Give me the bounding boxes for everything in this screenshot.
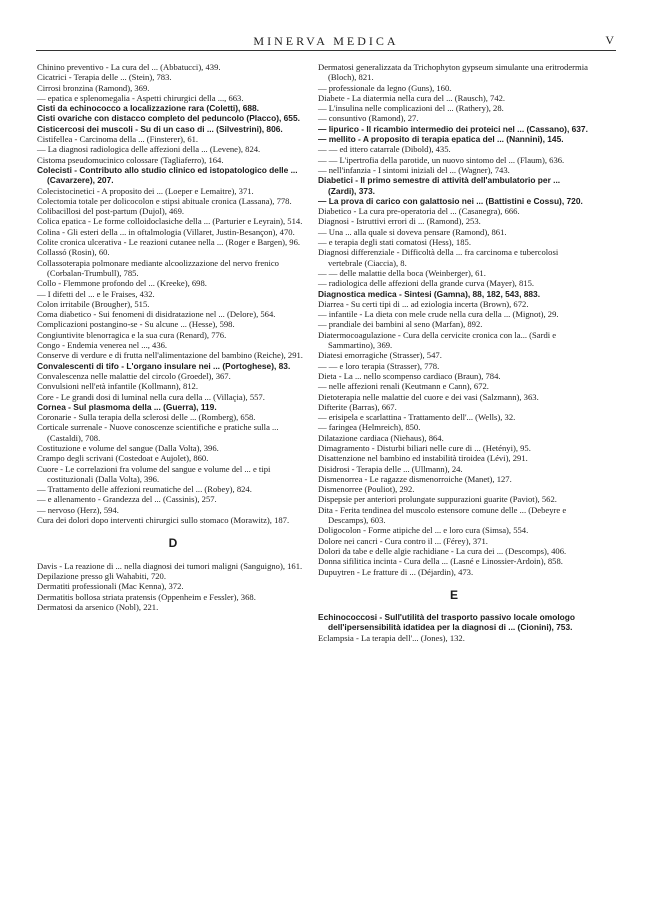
index-entry: Dermatiti professionali (Mac Kenna), 372. [37, 581, 184, 592]
index-entry: — e terapia degli stati comatosi (Hess), 185. [318, 237, 471, 248]
index-entry: Diarrea - Su certi tipi di ... ad eziologia incerta (Brown), 672. [318, 298, 529, 309]
section-c-entries [37, 62, 309, 525]
index-entry: Cistifellea - Carcinoma della ... (Finsterer), 61. [37, 134, 199, 145]
index-entry: Convalescenza nelle malattie del circolo (Groedel), 367. [37, 370, 231, 381]
index-entry: Chinino preventivo - La cura del ... (Abbatucci), 439. [37, 62, 221, 72]
section-d-entries-cont [318, 62, 590, 577]
index-entry: Dismenorrea - Le ragazze dismenorroiche (Manet), 127. [318, 473, 512, 484]
index-entry: Dita - Ferita tendinea del muscolo estensore comune delle ... (Debeyre e Descamps), 603. [318, 504, 567, 526]
index-entry: Dolori da tabe e delle algie rachidiane - La cura dei ... (Descomps), 406. [318, 545, 567, 556]
index-entry: Echinococcosi - Sull'utilità del trasporto passivo locale omologo dell'ipersensibilità idatidea per la diagnosi di ... (Cionini), 753. [318, 612, 576, 633]
index-entry: Cornea - Sul plasmoma della ... (Guerra), 119. [37, 401, 217, 412]
index-entry: Coma diabetico - Sui fenomeni di disidratazione nel ... (Delore), 564. [37, 309, 276, 320]
index-entry: — — e loro terapia (Strasser), 778. [318, 360, 440, 371]
index-entry: — consuntivo (Ramond), 27. [318, 113, 419, 124]
index-entry: Costituzione e volume del sangue (Dalla Volta), 396. [37, 442, 219, 453]
index-entry: Dupuytren - Le fratture di ... (Déjardin), 473. [318, 566, 474, 577]
index-entry: Diatermocoagulazione - Cura della cervicite cronica con la... (Sardi e Sammartino), 369. [318, 329, 557, 351]
index-entry: — — ed ittero catarrale (Dibold), 435. [318, 144, 451, 155]
index-entry: Diabetici - Il primo semestre di attività dell'ambulatorio per ... (Zardi), 373. [318, 175, 561, 196]
index-entry: Colecistocinetici - A proposito dei ... (Loeper e Lemaitre), 371. [37, 185, 254, 196]
index-entry: — nell'infanzia - I sintomi iniziali del ... (Wagner), 743. [318, 164, 510, 175]
index-entry: Depilazione presso gli Wahabiti, 720. [37, 570, 166, 581]
index-entry: — — delle malattie della boca (Weinberger), 61. [318, 267, 486, 278]
index-entry: Cuore - Le correlazioni fra volume del sangue e volume del ... e tipi costituzionali (Dalla Volta), 396. [37, 463, 271, 484]
right-column [318, 62, 590, 643]
index-entry: Colite cronica ulcerativa - Le reazioni cutanee nella ... (Roger e Bargen), 96. [37, 237, 301, 248]
index-entry: — La prova di carico con galattosio nei ... (Battistini e Cossu), 720. [318, 195, 583, 206]
running-header [36, 30, 616, 51]
index-entry: — prandiale dei bambini al seno (Marfan), 892. [318, 319, 483, 330]
index-entry: Dimagramento - Disturbi biliari nelle cure di ... (Hetényi), 95. [318, 442, 531, 453]
index-entry: Convulsioni nell'età infantile (Kollmann), 812. [37, 381, 198, 392]
index-entry: Colibacillosi del post-partum (Dujol), 469. [37, 206, 185, 217]
journal-title: MINERVA MEDICA [253, 34, 399, 48]
index-entry: — erisipela e scarlattina - Trattamento dell'... (Wells), 32. [318, 412, 516, 423]
index-entry: Cistoma pseudomucinico colossare (Tagliaferro), 164. [37, 154, 224, 165]
index-entry: — infantile - La dieta con mele crude nella cura della ... (Mignot), 29. [318, 309, 559, 320]
index-entry: — e allenamento - Grandezza del ... (Cassinis), 257. [37, 494, 217, 505]
index-entry: — lipurico - Il ricambio intermedio dei proteici nel ... (Cassano), 637. [318, 123, 588, 134]
index-entry: Cisticercosi dei muscoli - Su di un caso di ... (Silvestrini), 806. [37, 123, 283, 134]
index-entry: — epatica e splenomegalia - Aspetti chirurgici della ..., 663. [37, 92, 244, 103]
index-entry: Collassó (Rosin), 60. [37, 247, 110, 258]
index-entry: Dilatazione cardiaca (Niehaus), 864. [318, 432, 444, 443]
page-number: V [605, 33, 614, 47]
index-entry: Colectomia totale per dolicocolon e stipsi abituale cronica (Lassana), 778. [37, 195, 292, 206]
index-entry: Coronarie - Sulla terapia della sclerosi delle ... (Romberg), 658. [37, 412, 256, 423]
index-entry: Collassoterapia polmonare mediante alcoolizzazione del nervo frenico (Corbalan-Trumbull), 785. [37, 257, 279, 278]
index-entry: Collo - Flemmone profondo del ... (Kreeke), 698. [37, 278, 207, 289]
index-entry: Doligocolon - Forme atipiche del ... e loro cura (Simsa), 554. [318, 525, 529, 536]
index-entry: Cura dei dolori dopo interventi chirurgici sullo stomaco (Morawitz), 187. [37, 515, 290, 526]
index-entry: Disidrosi - Terapia delle ... (Ullmann), 24. [318, 463, 463, 474]
index-entry: Core - Le grandi dosi di luminal nella cura della ... (Villaçia), 557. [37, 391, 265, 402]
section-d-entries [37, 561, 309, 612]
index-entry: — Una ... alla quale si doveva pensare (Ramond), 861. [318, 226, 507, 237]
index-entry: Convalescenti di tifo - L'organo insulare nei ... (Portoghese), 83. [37, 360, 291, 371]
index-entry: — radiologica delle affezioni della grande curva (Mayer), 815. [318, 278, 535, 289]
index-entry: Eclampsia - La terapia dell'... (Jones), 132. [318, 632, 465, 643]
left-column [37, 62, 309, 612]
index-entry: — professionale da legno (Guns), 160. [318, 82, 452, 93]
index-entry: Diabetico - La cura pre-operatoria del ... (Casanegra), 666. [318, 206, 520, 217]
index-entry: Colica epatica - Le forme colloidoclasiche della ... (Parturier e Leyrain), 514. [37, 216, 303, 227]
index-entry: — mellito - A proposito di terapia epatica del ... (Nannini), 145. [318, 134, 564, 145]
index-entry: Conserve di verdure e di frutta nell'alimentazione del bambino (Reiche), 291. [37, 350, 303, 361]
index-entry: — faringea (Helmreich), 850. [318, 422, 421, 433]
index-entry: Dermatitis bollosa striata pratensis (Oppenheim e Fessler), 368. [37, 591, 256, 602]
index-entry: Dispepsie per anteriori prolungate suppurazioni guarite (Paviot), 562. [318, 494, 557, 505]
index-entry: Cisti ovariche con distacco completo del peduncolo (Placco), 655. [37, 113, 300, 124]
index-entry: Dismenorree (Pouliot), 292. [318, 484, 415, 495]
index-entry: Congiuntivite blenorragica e la sua cura (Renard), 776. [37, 329, 227, 340]
index-entry: Dietoterapia nelle malattie del cuore e dei vasi (Salzmann), 363. [318, 391, 539, 402]
index-entry: Disattenzione nel bambino ed instabilità tiroidea (Lévi), 291. [318, 453, 528, 464]
index-entry: Cicatrici - Terapia delle ... (Stein), 783. [37, 72, 172, 83]
index-entry: Congo - Endemia venerea nel ..., 436. [37, 340, 168, 351]
index-entry: Dolore nei cancri - Cura contro il ... (Férey), 371. [318, 535, 488, 546]
index-entry: Dermatosi generalizzata da Trichophyton gypseum simulante una eritrodermia (Bloch), 821. [318, 62, 588, 83]
index-entry: Davis - La reazione di ... nella diagnosi dei tumori maligni (Sanguigno), 161. [37, 560, 303, 571]
section-e-entries [318, 612, 590, 643]
section-letter-d: D [168, 536, 178, 551]
index-entry: Donna sifilitica incinta - Cura della ... (Lasné e Linossier-Ardoin), 858. [318, 556, 563, 567]
index-entry: Diatesi emorragiche (Strasser), 547. [318, 350, 442, 361]
index-entry: Crampo degli scrivani (Costedoat e Aujolet), 860. [37, 453, 209, 464]
index-entry: Complicazioni postangino-se - Su alcune ... (Hesse), 598. [37, 319, 235, 330]
index-entry: — L'insulina nelle complicazioni del ... (Rathery), 28. [318, 103, 504, 114]
index-entry: Diagnostica medica - Sintesi (Gamna), 88, 182, 543, 883. [318, 288, 541, 299]
index-entry: — nervoso (Herz), 594. [37, 504, 119, 515]
index-entry: Dieta - La ... nello scompenso cardiaco (Braun), 784. [318, 370, 501, 381]
index-entry: Diagnosi differenziale - Difficoltà della ... fra carcinoma e tubercolosi vertebrale (Ciaccia), 8. [318, 247, 559, 268]
index-entry: Cisti da echinococco a localizzazione rara (Coletti), 688. [37, 103, 260, 114]
index-entry: Diabete - La diatermia nella cura del ... (Rausch), 742. [318, 92, 506, 103]
index-entry: Colecisti - Contributo allo studio clinico ed istopatologico delle ... (Cavarzere), 207. [37, 164, 298, 186]
index-entry: Diagnosi - Istruttivi errori di ... (Ramond), 253. [318, 216, 481, 227]
index-entry: Colon irritabile (Brougher), 515. [37, 298, 150, 309]
index-entry: — Trattamento delle affezioni reumatiche del ... (Robey), 824. [37, 484, 252, 495]
index-entry: — I difetti del ... e le Fraises, 432. [37, 288, 155, 299]
index-entry: Dermatosi da arsenico (Nobl), 221. [37, 601, 159, 612]
index-entry: — — L'ipertrofia della parotide, un nuovo sintomo del ... (Flaum), 636. [318, 154, 565, 165]
index-entry: Colina - Gli esteri della ... in oftalmologia (Villaret, Justin-Besançon), 470. [37, 226, 295, 237]
index-entry: — nelle affezioni renali (Keutmann e Cann), 672. [318, 381, 489, 392]
index-entry: Corticale surrenale - Nuove conoscenze scientifiche e pratiche sulla ... (Castaldi), 708. [37, 422, 279, 443]
index-entry: — La diagnosi radiologica delle affezioni della ... (Levene), 824. [37, 144, 261, 155]
section-letter-e: E [449, 587, 458, 602]
index-entry: Cirrosi bronzina (Ramond), 369. [37, 82, 150, 93]
index-entry: Difterite (Barras), 667. [318, 401, 397, 412]
